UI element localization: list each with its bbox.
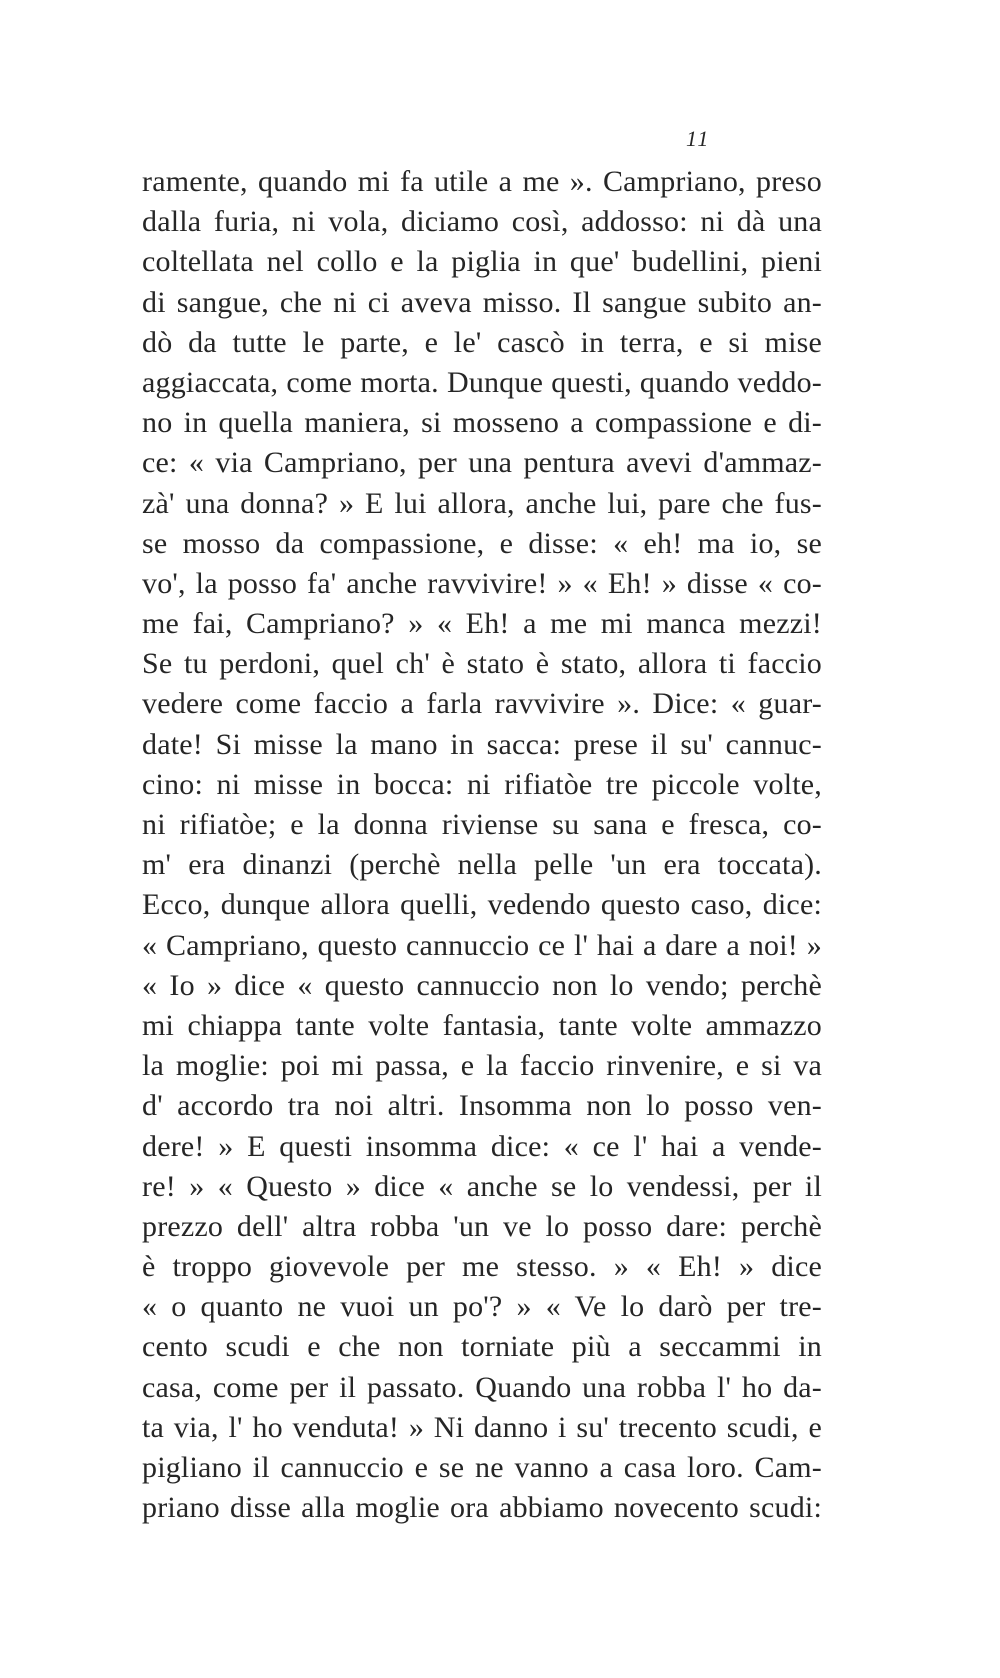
text-line: dalla furia, ni vola, diciamo così, addosso: ni dà una — [142, 205, 822, 239]
text-line: ni rifiatòe; e la donna riviense su sana e fresca, co- — [142, 808, 822, 841]
text-line: di sangue, che ni ci aveva misso. Il sangue subito an- — [142, 285, 822, 319]
text-line: date! Si misse la mano in sacca: prese il su' cannuc- — [142, 727, 822, 761]
text-line: dere! » E questi insomma dice: « ce l' hai a vende- — [142, 1129, 822, 1163]
text-line: la moglie: poi mi passa, e la faccio rinvenire, e si va — [142, 1049, 822, 1083]
text-line: re! » « Questo » dice « anche se lo vendessi, per il — [142, 1169, 822, 1203]
text-line: aggiaccata, come morta. Dunque questi, quando veddo- — [142, 365, 822, 399]
text-line: « Io » dice « questo cannuccio non lo vendo; perchè — [142, 968, 822, 1002]
text-line: « Campriano, questo cannuccio ce l' hai a dare a noi! » — [142, 928, 822, 962]
text-line: se mosso da compassione, e disse: « eh! ma io, se — [142, 526, 822, 560]
text-line: d' accordo tra noi altri. Insomma non lo posso ven- — [142, 1089, 822, 1123]
text-line: Ecco, dunque allora quelli, vedendo questo caso, dice: — [142, 888, 822, 922]
text-line: vedere come faccio a farla ravvivire ». Dice: « guar- — [142, 687, 822, 721]
text-line: ramente, quando mi fa utile a me ». Campriano, preso — [142, 165, 822, 198]
text-line: casa, come per il passato. Quando una robba l' ho da- — [142, 1370, 822, 1404]
text-line: me fai, Campriano? » « Eh! a me mi manca mezzi! — [142, 607, 822, 641]
text-line: vo', la posso fa' anche ravvivire! » « Eh! » disse « co- — [142, 566, 822, 600]
text-line: coltellata nel collo e la piglia in que' budellini, pieni — [142, 245, 822, 279]
text-line: cento scudi e che non torniate più a seccammi in — [142, 1330, 822, 1364]
text-line: « o quanto ne vuoi un po'? » « Ve lo darò per tre- — [142, 1290, 822, 1324]
page-number: 11 — [686, 126, 711, 151]
text-line: zà' una donna? » E lui allora, anche lui, pare che fus- — [142, 486, 822, 520]
text-line: dò da tutte le parte, e le' cascò in terra, e si mise — [142, 325, 822, 359]
text-line: è troppo giovevole per me stesso. » « Eh! » dice — [142, 1250, 822, 1284]
text-line: ta via, l' ho venduta! » Ni danno i su' trecento scudi, e — [142, 1410, 822, 1444]
text-line: priano disse alla moglie ora abbiamo novecento scudi: — [142, 1491, 822, 1525]
text-line: no in quella maniera, si mosseno a compassione e di- — [142, 406, 822, 440]
text-line: Se tu perdoni, quel ch' è stato è stato, allora ti faccio — [142, 647, 822, 681]
text-line: mi chiappa tante volte fantasia, tante volte ammazzo — [142, 1008, 822, 1042]
text-line: cino: ni misse in bocca: ni rifiatòe tre piccole volte, — [142, 767, 822, 801]
body-text — [142, 162, 822, 1528]
text-line: pigliano il cannuccio e se ne vanno a casa loro. Cam- — [142, 1451, 822, 1484]
text-line: prezzo dell' altra robba 'un ve lo posso dare: perchè — [142, 1209, 822, 1243]
text-line: ce: « via Campriano, per una pentura avevi d'ammaz- — [142, 446, 822, 480]
text-line: m' era dinanzi (perchè nella pelle 'un era toccata). — [142, 848, 822, 882]
